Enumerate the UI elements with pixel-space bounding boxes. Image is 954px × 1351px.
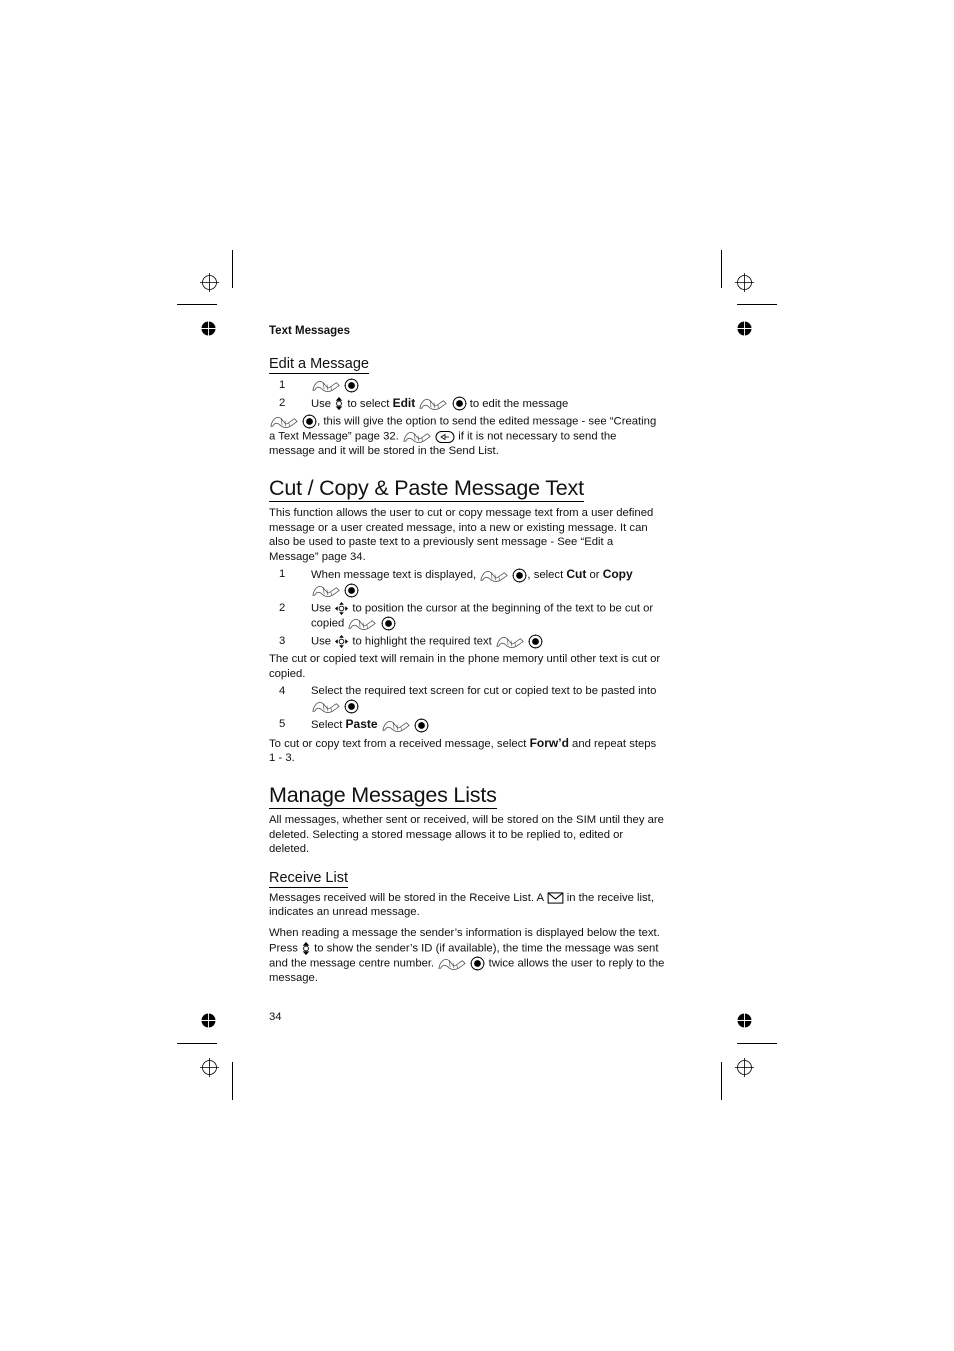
softkey-label: Forw’d — [529, 735, 569, 750]
step-number: 3 — [279, 635, 286, 648]
list-item — [269, 378, 665, 393]
four-way-nav-icon — [334, 634, 349, 649]
menu-scroll-icon — [347, 616, 377, 631]
menu-scroll-icon — [311, 378, 341, 393]
crop-mark — [721, 250, 722, 288]
registration-dot-icon — [201, 1013, 216, 1028]
ok-select-button-icon — [381, 616, 396, 631]
menu-scroll-icon — [437, 956, 467, 971]
paragraph: To cut or copy text from a received message, select Forw’d and repeat steps 1 - 3. — [269, 735, 657, 765]
step-number: 1 — [279, 378, 286, 391]
step-number: 2 — [279, 602, 286, 615]
manage-lists-heading: Manage Messages Lists — [269, 782, 497, 807]
paragraph: This function allows the user to cut or copy message text from a user defined message or a user created message, into a new or existing message. It can also be used to paste text to a previously sent message - See “Edit a Message” page 34. — [269, 507, 654, 563]
crop-mark — [232, 250, 233, 288]
paragraph: , this will give the option to send the edited message - see “Creating a Text Message” page 32. if it is not necessary to send the message and it will be stored in the Send List. — [269, 415, 657, 458]
paragraph: The cut or copied text will remain in the phone memory until other text is cut or copied. — [269, 653, 661, 680]
menu-scroll-icon — [381, 718, 411, 733]
softkey-label: Edit — [392, 395, 416, 410]
ok-select-button-icon — [344, 583, 359, 598]
menu-scroll-icon — [495, 634, 525, 649]
menu-scroll-icon — [311, 583, 341, 598]
four-way-nav-icon — [334, 601, 349, 616]
up-down-nav-icon — [301, 941, 311, 956]
registration-mark-icon — [735, 1058, 754, 1077]
step-number: 1 — [279, 568, 286, 581]
crop-mark — [232, 1062, 233, 1100]
ok-select-button-icon — [414, 718, 429, 733]
list-item: 4 Select the required text screen for cut or copied text to be pasted into — [269, 684, 665, 714]
registration-mark-icon — [735, 273, 754, 292]
step-number: 2 — [279, 396, 286, 409]
crop-mark — [737, 1043, 777, 1044]
step-number: 5 — [279, 718, 286, 731]
registration-dot-icon — [737, 1013, 752, 1028]
page-number: 34 — [269, 1011, 282, 1023]
softkey-label: Paste — [345, 717, 378, 732]
page-content — [269, 318, 665, 985]
paragraph: Messages received will be stored in the Receive List. A in the receive list, indicates an unread message. — [269, 891, 654, 919]
edit-message-heading: Edit a Message — [269, 355, 369, 372]
registration-mark-icon — [200, 273, 219, 292]
softkey-label: Copy — [602, 567, 633, 582]
list-item: 1 When message text is displayed, , select Cut or Copy — [269, 567, 665, 598]
menu-scroll-icon — [269, 414, 299, 429]
paragraph: When reading a message the sender’s information is displayed below the text. Press to show the sender’s ID (if available), the time the message was sent and the message centre number. twice allows the user to reply to the message. — [269, 926, 665, 984]
registration-mark-icon — [200, 1058, 219, 1077]
ok-select-button-icon — [512, 568, 527, 583]
envelope-icon — [547, 892, 564, 904]
ok-select-button-icon — [452, 396, 467, 411]
ok-select-button-icon — [344, 378, 359, 393]
list-item: 5 Select Paste — [269, 717, 665, 733]
running-title: Text Messages — [269, 325, 350, 337]
step-number: 4 — [279, 685, 286, 698]
list-item: 3 Use to highlight the required text — [269, 634, 665, 649]
registration-dot-icon — [201, 321, 216, 336]
menu-scroll-icon — [418, 396, 448, 411]
clear-key-icon — [435, 430, 455, 444]
list-item: 2 Use to select Edit to edit the message — [279, 395, 569, 410]
menu-scroll-icon — [311, 699, 341, 714]
crop-mark — [177, 1043, 217, 1044]
cut-copy-paste-heading: Cut / Copy & Paste Message Text — [269, 476, 584, 501]
paragraph: All messages, whether sent or received, will be stored on the SIM until they are deleted. Selecting a stored message allows it to be replied to, edited or deleted. — [269, 813, 664, 856]
up-down-nav-icon — [334, 396, 344, 411]
ok-select-button-icon — [344, 699, 359, 714]
receive-list-heading: Receive List — [269, 869, 348, 886]
menu-scroll-icon — [479, 568, 509, 583]
menu-scroll-icon — [402, 429, 432, 444]
crop-mark — [737, 304, 777, 305]
registration-dot-icon — [737, 321, 752, 336]
softkey-label: Cut — [566, 567, 587, 582]
ok-select-button-icon — [470, 956, 485, 971]
crop-mark — [177, 304, 217, 305]
crop-mark — [721, 1062, 722, 1100]
ok-select-button-icon — [302, 414, 317, 429]
list-item: 2 Use to position the cursor at the beginning of the text to be cut or copied — [279, 602, 654, 630]
ok-select-button-icon — [528, 634, 543, 649]
